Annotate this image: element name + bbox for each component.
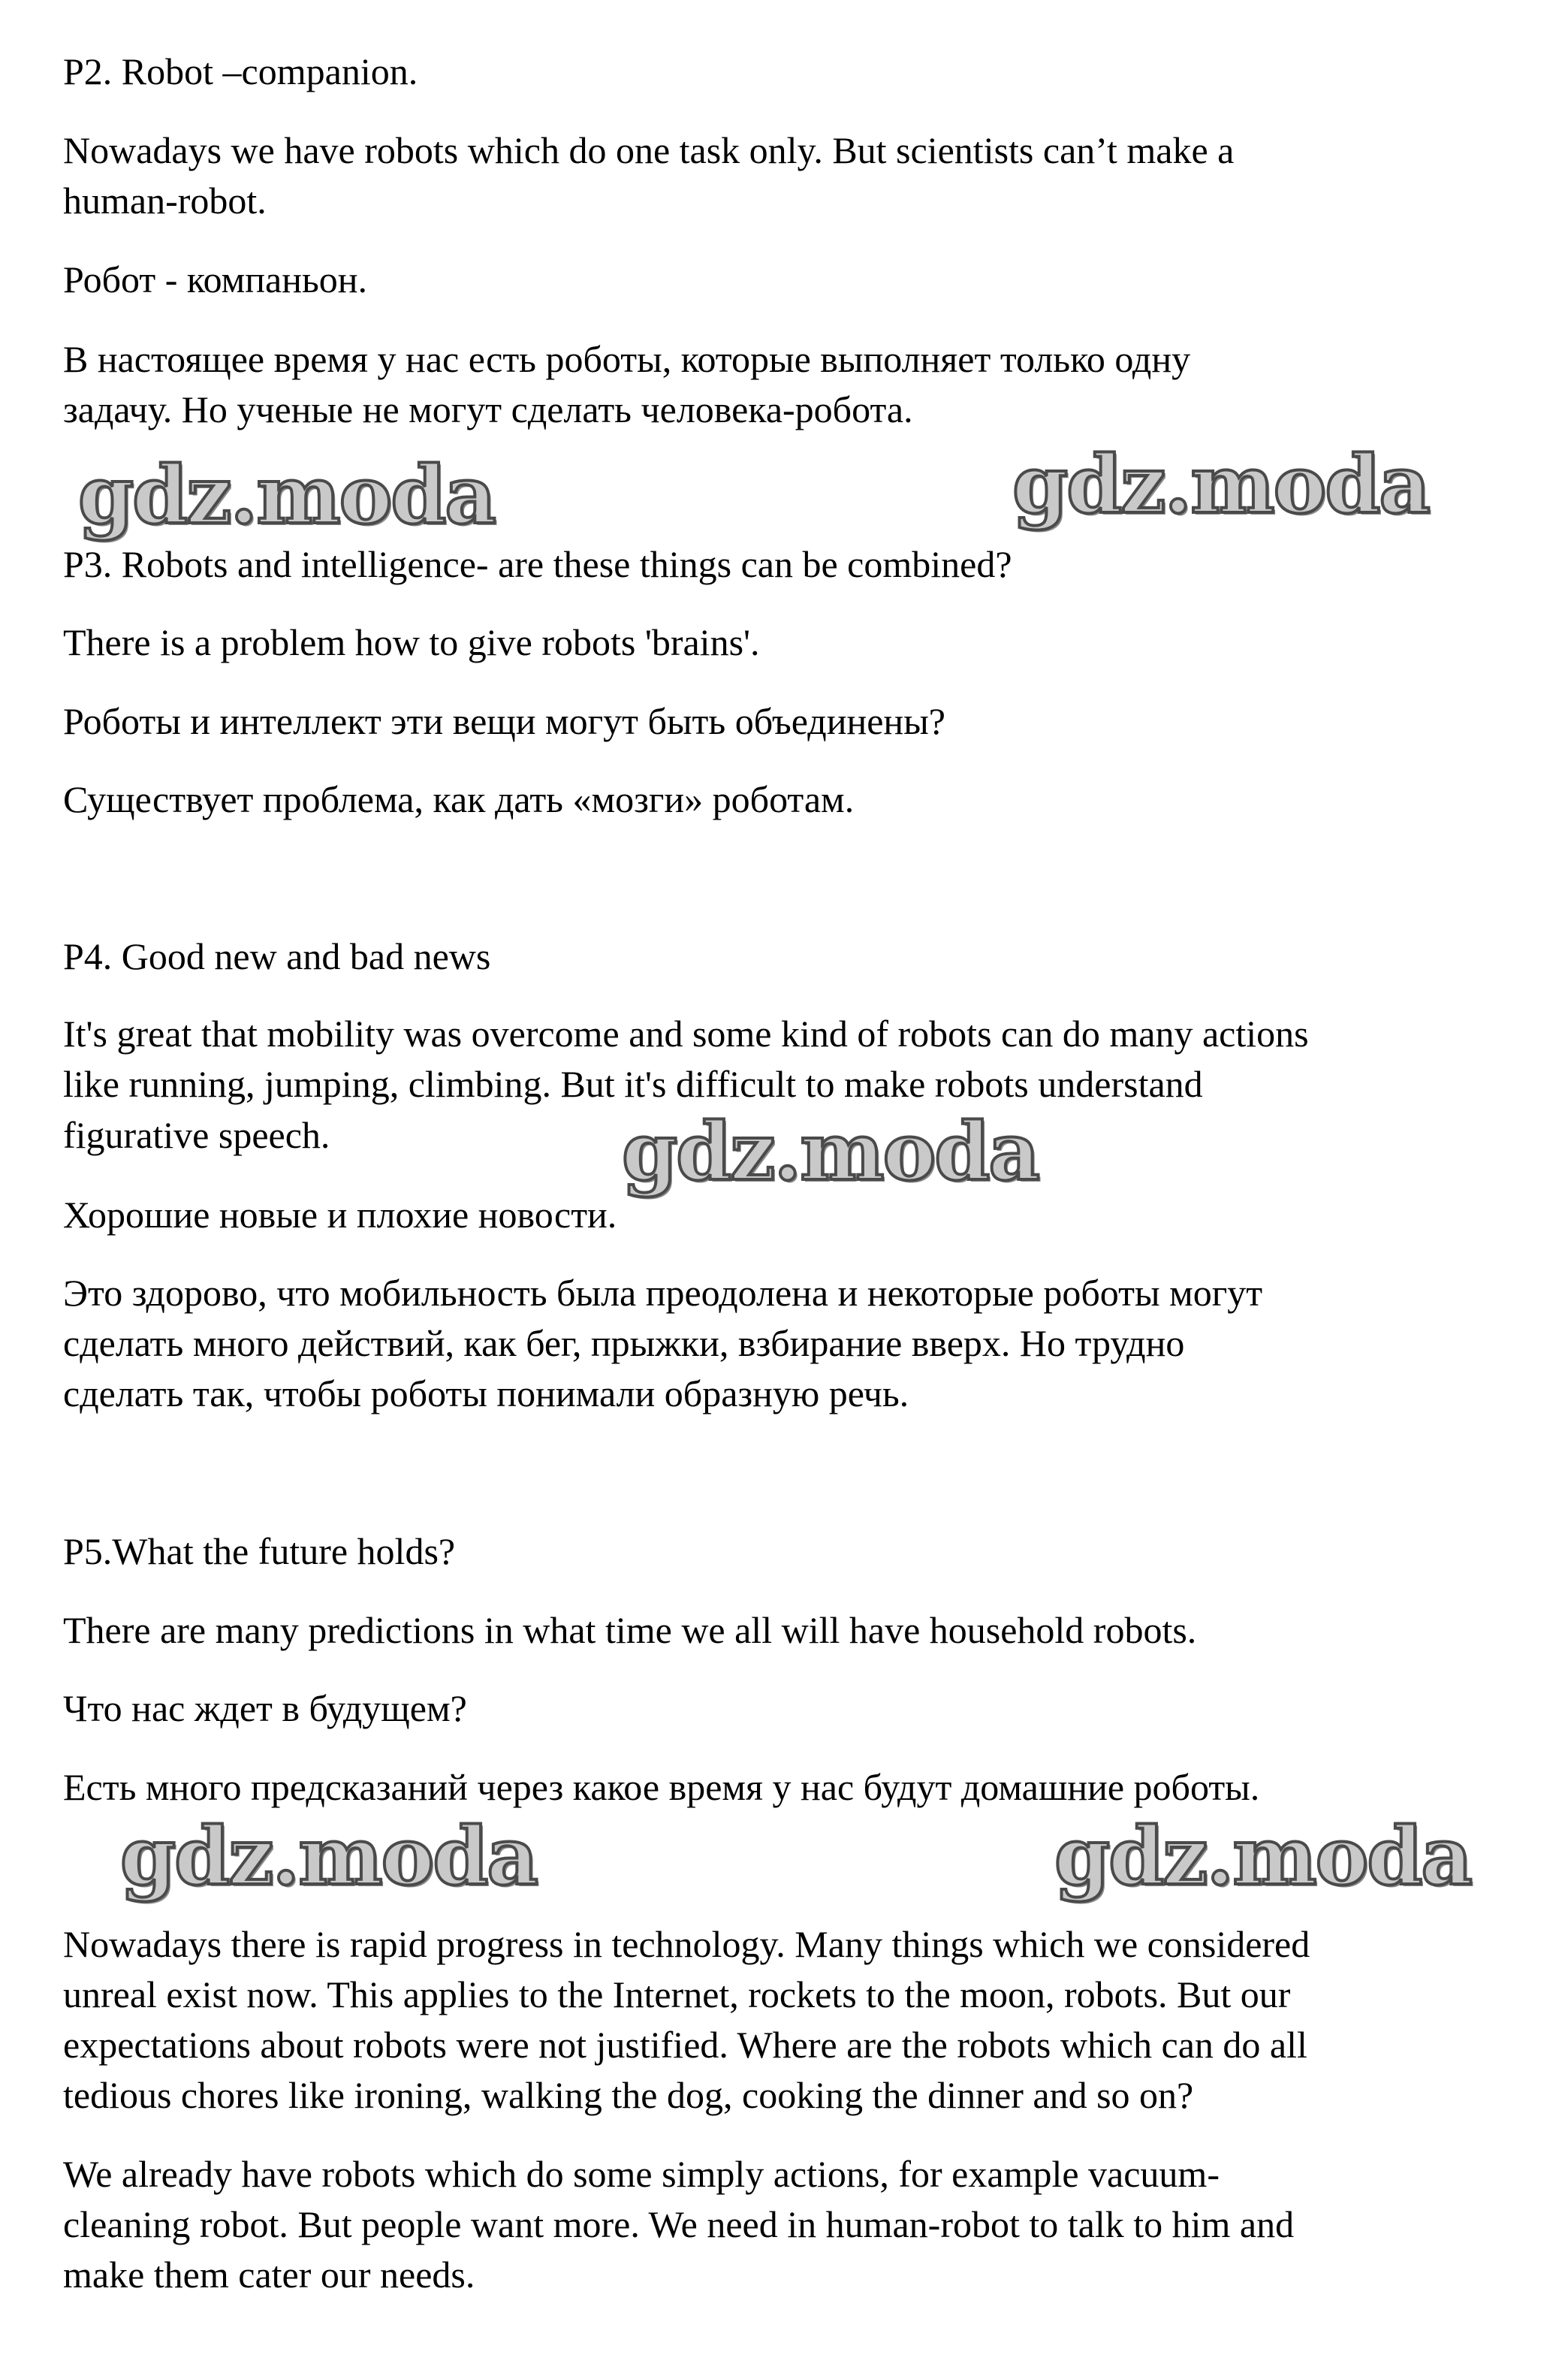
- p4-russian-line-1: Это здорово, что мобильность была преодолена и некоторые роботы могут: [63, 1272, 1263, 1314]
- p4-english-line-2: like running, jumping, climbing. But it's difficult to make robots understand: [63, 1063, 1203, 1105]
- summary-para-2-line-3: make them cater our needs.: [63, 2254, 475, 2296]
- p4-russian-line-3: сделать так, чтобы роботы понимали образную речь.: [63, 1372, 909, 1414]
- p4-russian-line-2: сделать много действий, как бег, прыжки, взбирание вверх. Но трудно: [63, 1322, 1185, 1364]
- p3-russian-line-1: Существует проблема, как дать «мозги» роботам.: [63, 778, 855, 820]
- p2-heading: P2. Robot –companion.: [63, 50, 418, 92]
- watermark-logo: gdz.moda: [1054, 1809, 1471, 1903]
- watermark-logo: gdz.moda: [120, 1809, 537, 1903]
- p4-russian-heading: Хорошие новые и плохие новости.: [63, 1194, 617, 1236]
- p4-english-line-1: It's great that mobility was overcome and some kind of robots can do many actions: [63, 1013, 1309, 1055]
- p4-heading: P4. Good new and bad news: [63, 935, 491, 977]
- p2-english-line-2: human-robot.: [63, 180, 267, 222]
- p3-heading: P3. Robots and intelligence- are these things can be combined?: [63, 543, 1012, 585]
- summary-para-1-line-3: expectations about robots were not justified. Where are the robots which can do all: [63, 2024, 1307, 2066]
- summary-para-1-line-2: unreal exist now. This applies to the Internet, rockets to the moon, robots. But our: [63, 1973, 1291, 2015]
- p2-russian-heading: Робот - компаньон.: [63, 258, 368, 300]
- summary-para-2-line-1: We already have robots which do some simply actions, for example vacuum-: [63, 2153, 1220, 2195]
- watermark-logo: gdz.moda: [622, 1104, 1039, 1198]
- summary-para-2-line-2: cleaning robot. But people want more. We need in human-robot to talk to him and: [63, 2203, 1295, 2245]
- p2-english-line-1: Nowadays we have robots which do one task only. But scientists can’t make a: [63, 129, 1235, 171]
- p5-heading: P5.What the future holds?: [63, 1530, 456, 1572]
- p5-english-line-1: There are many predictions in what time we all will have household robots.: [63, 1609, 1197, 1651]
- summary-para-1-line-4: tedious chores like ironing, walking the dog, cooking the dinner and so on?: [63, 2074, 1194, 2116]
- p3-russian-heading: Роботы и интеллект эти вещи могут быть объединены?: [63, 700, 945, 742]
- p5-russian-heading: Что нас ждет в будущем?: [63, 1687, 467, 1729]
- watermark-logo: gdz.moda: [1012, 437, 1429, 531]
- p4-english-line-3: figurative speech.: [63, 1114, 330, 1156]
- p2-russian-line-2: задачу. Но ученые не могут сделать человека-робота.: [63, 388, 913, 430]
- watermark-logo: gdz.moda: [78, 448, 495, 542]
- p5-russian-line-1: Есть много предсказаний через какое время у нас будут домашние роботы.: [63, 1766, 1260, 1808]
- summary-para-1-line-1: Nowadays there is rapid progress in technology. Many things which we considered: [63, 1923, 1310, 1965]
- p3-english-line-1: There is a problem how to give robots 'brains'.: [63, 621, 760, 663]
- p2-russian-line-1: В настоящее время у нас есть роботы, которые выполняет только одну: [63, 338, 1191, 380]
